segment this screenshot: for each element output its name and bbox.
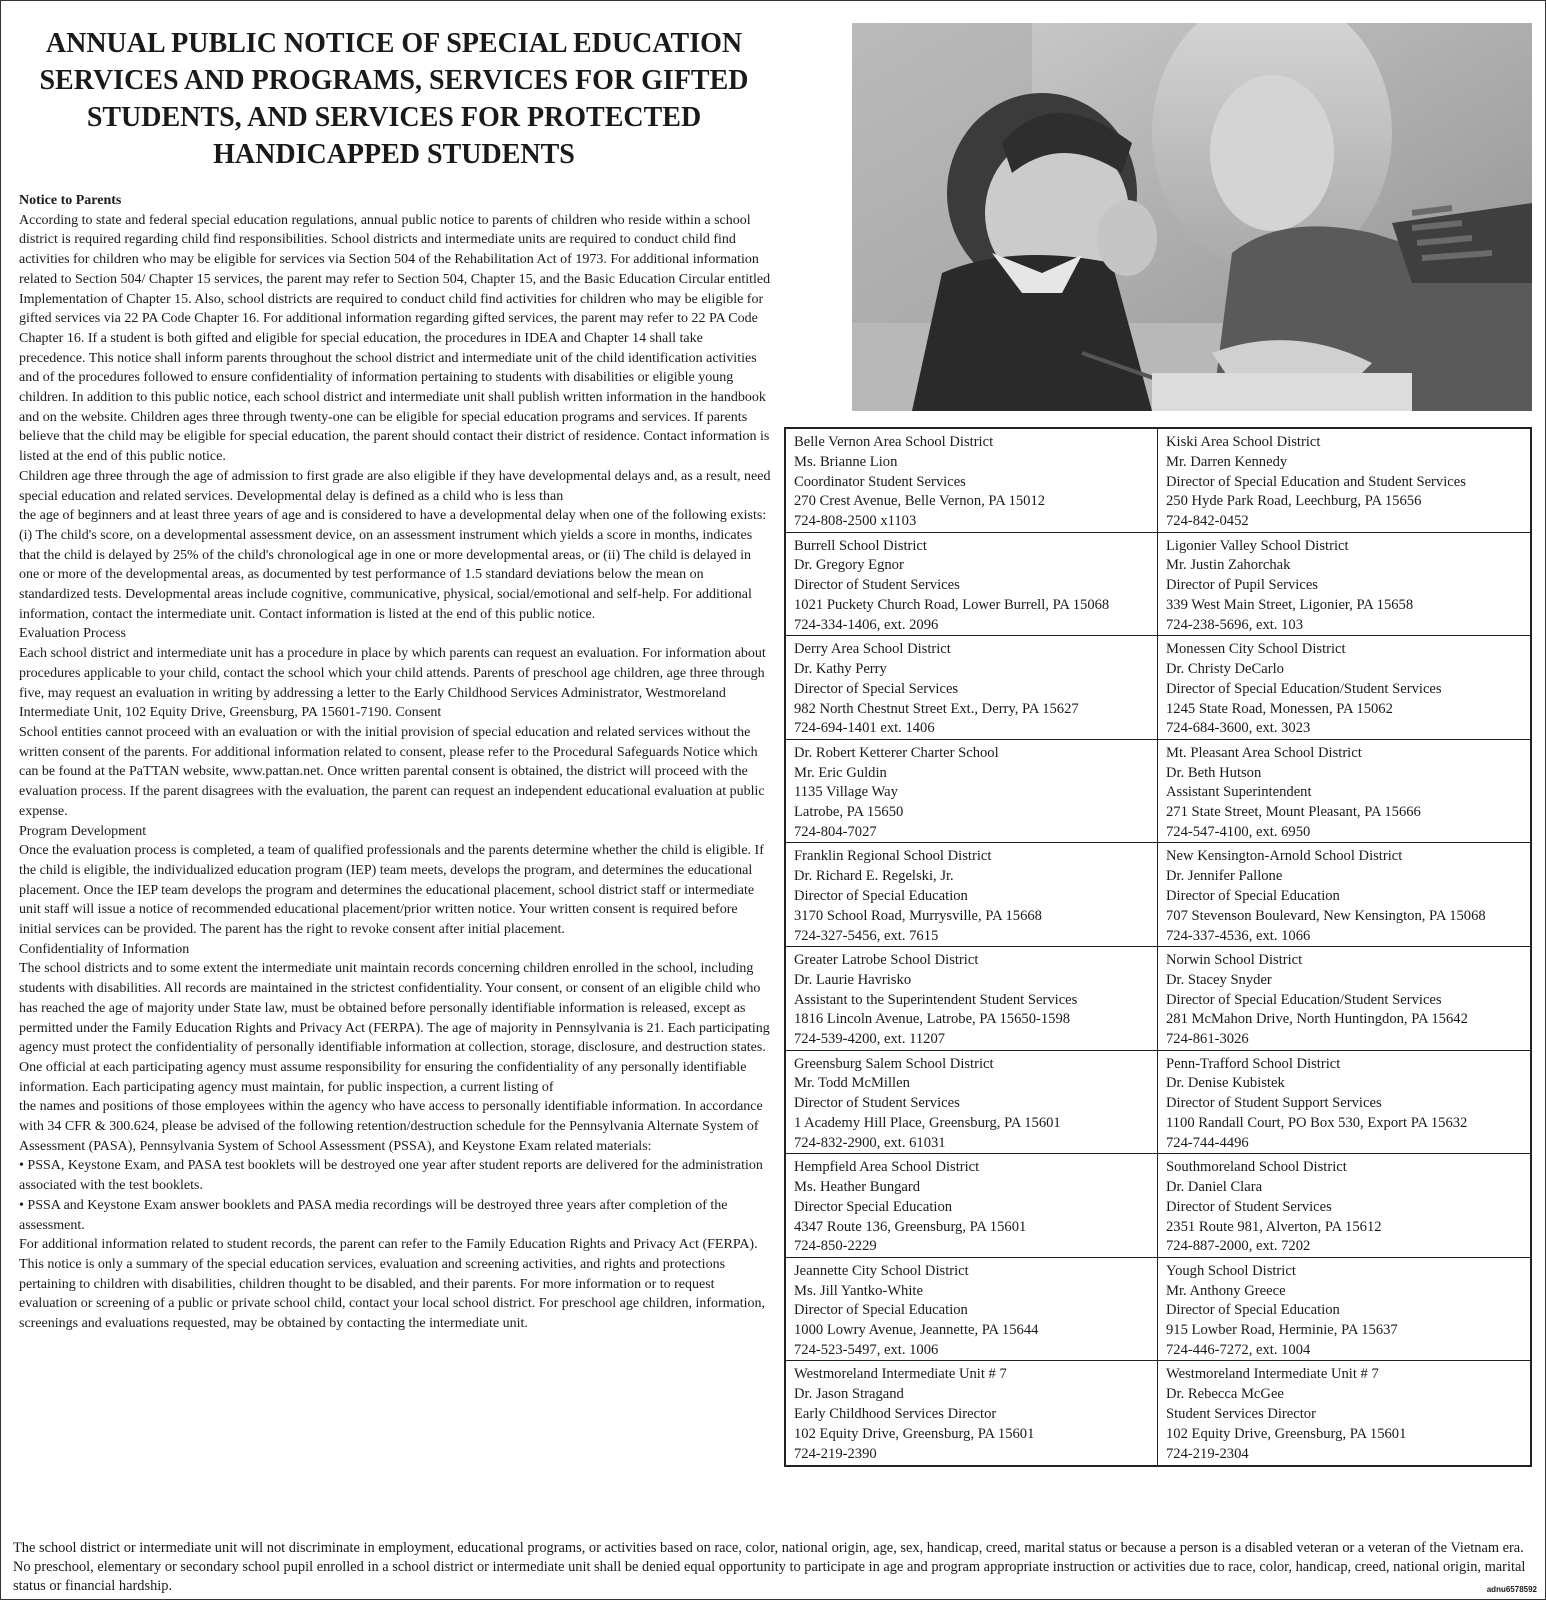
contact-org: Monessen City School District: [1166, 641, 1346, 658]
contact-address: 3170 School Road, Murrysville, PA 15668: [794, 907, 1042, 924]
contact-cell: [786, 1154, 1158, 1258]
contact-cell: [1158, 1051, 1530, 1155]
contact-phone: 724-808-2500 x1103: [794, 513, 917, 530]
contact-phone: 724-337-4536, ext. 1066: [1166, 927, 1311, 944]
contact-org: Yough School District: [1166, 1262, 1296, 1279]
contact-role: Director Special Education: [794, 1198, 953, 1215]
paragraph: The school districts and to some extent the intermediate unit maintain records concerning children enrolled in the school, including students with disabilities. All records are maintained in the strictest confidentiality. Your consent, or consent of an eligible child who has reached the age of majority under State law, must be obtained before personally identifiable information is released, except as permitted under the Family Education Rights and Privacy Act (FERPA). The age of majority in Pennsylvania is 21. Each participating agency must protect the confidentiality of personally identifiable information at collection, storage, disclosure, and destruction states. One official at each participating agency must assume responsibility for ensuring the confidentiality of any personally identifiable information. Each participating agency must maintain, for public inspection, a current listing of: [19, 961, 770, 1095]
contact-name: Dr. Stacey Snyder: [1166, 971, 1272, 988]
contact-org: New Kensington-Arnold School District: [1166, 848, 1403, 865]
contact-address: 2351 Route 981, Alverton, PA 15612: [1166, 1218, 1382, 1235]
section-heading: Evaluation Process: [19, 626, 126, 642]
contact-address: 4347 Route 136, Greensburg, PA 15601: [794, 1218, 1027, 1235]
contact-name: Mr. Darren Kennedy: [1166, 453, 1288, 470]
contact-role: Assistant to the Superintendent Student Services: [794, 991, 1078, 1008]
contact-name: Dr. Rebecca McGee: [1166, 1386, 1284, 1403]
contact-name: Mr. Todd McMillen: [794, 1075, 910, 1092]
contact-cell: [1158, 947, 1530, 1051]
contact-cell: [1158, 1361, 1530, 1465]
contact-role: Director of Pupil Services: [1166, 577, 1318, 594]
contact-address: 339 West Main Street, Ligonier, PA 15658: [1166, 596, 1414, 613]
contact-role: Director of Special Education/Student Services: [1166, 680, 1442, 697]
notice-title: ANNUAL PUBLIC NOTICE OF SPECIAL EDUCATION SERVICES AND PROGRAMS, SERVICES FOR GIFTED STUDENTS, AND SERVICES FOR PROTECTED HANDICAPPED STUDENTS: [39, 28, 749, 170]
paragraph: Each school district and intermediate unit has a procedure in place by which parents can request an evaluation. For information about procedures applicable to your child, contact the school which your child attends. Parents of preschool age children, age three through five, may request an evaluation in writing by addressing a letter to the Early Childhood Services Administrator, Westmoreland Intermediate Unit, 102 Equity Drive, Greensburg, PA 15601-7190. Consent: [19, 646, 766, 721]
contact-phone: 724-219-2390: [794, 1445, 877, 1462]
contact-org: Kiski Area School District: [1166, 434, 1321, 450]
contact-org: Greensburg Salem School District: [794, 1055, 994, 1072]
contact-org: Westmoreland Intermediate Unit # 7: [1166, 1366, 1379, 1383]
contact-address: 102 Equity Drive, Greensburg, PA 15601: [1166, 1425, 1407, 1442]
contact-address: Latrobe, PA 15650: [794, 804, 904, 821]
contact-address: 271 State Street, Mount Pleasant, PA 15666: [1166, 804, 1421, 821]
contact-phone: 724-547-4100, ext. 6950: [1166, 823, 1311, 840]
paragraph: the age of beginners and at least three years of age and is considered to have a developmental delay when one of the following exists: (i) The child's score, on a developmental assessment device, on an assessment instrument which yields a score in months, indicates that the child is delayed by 25% of the child's chronological age in one or more developmental areas, or (ii) The child is delayed in one or more of the developmental areas, as documented by test performance of 1.5 standard deviations below the mean on standardized tests. Developmental areas include cognitive, communicative, physical, social/emotional and self-help. For additional information, contact the intermediate unit. Contact information is listed at the end of this public notice.: [19, 508, 767, 622]
bullet-item: • PSSA, Keystone Exam, and PASA test booklets will be destroyed one year after student reports are delivered for the administration associated with the test booklets.: [19, 1158, 763, 1194]
contact-role: Student Services Director: [1166, 1405, 1316, 1422]
contact-cell: [1158, 740, 1530, 844]
contact-cell: [1158, 636, 1530, 740]
contact-name: Dr. Beth Hutson: [1166, 764, 1262, 781]
contact-name: Ms. Jill Yantko-White: [794, 1282, 923, 1299]
contact-phone: 724-334-1406, ext. 2096: [794, 616, 939, 633]
contact-phone: 724-804-7027: [794, 823, 877, 840]
bullet-item: • PSSA and Keystone Exam answer booklets and PASA media recordings will be destroyed three years after completion of the assessment.: [19, 1197, 728, 1233]
contact-org: Derry Area School District: [794, 641, 951, 658]
contact-org: Greater Latrobe School District: [794, 951, 979, 968]
contact-role: Assistant Superintendent: [1166, 784, 1312, 801]
contact-phone: 724-539-4200, ext. 11207: [794, 1031, 946, 1048]
contact-name: Mr. Justin Zahorchak: [1166, 557, 1291, 574]
contact-role: Director of Student Services: [794, 577, 960, 594]
contact-role: Director of Student Services: [1166, 1198, 1332, 1215]
contact-cell: [786, 1258, 1158, 1362]
contact-phone: 724-842-0452: [1166, 513, 1249, 530]
contact-role: Director of Special Education: [1166, 887, 1340, 904]
contact-phone: 724-523-5497, ext. 1006: [794, 1341, 939, 1358]
contact-phone: 724-861-3026: [1166, 1031, 1249, 1048]
contact-phone: 724-684-3600, ext. 3023: [1166, 720, 1311, 737]
contact-address: 1021 Puckety Church Road, Lower Burrell, PA 15068: [794, 596, 1110, 613]
contact-org: Ligonier Valley School District: [1166, 537, 1349, 554]
contact-cell: [786, 740, 1158, 844]
contact-address: 915 Lowber Road, Herminie, PA 15637: [1166, 1322, 1398, 1339]
contact-phone: 724-744-4496: [1166, 1134, 1249, 1151]
contact-name: Dr. Gregory Egnor: [794, 557, 904, 574]
contact-role: Director of Special Education: [1166, 1302, 1340, 1319]
contact-address: 707 Stevenson Boulevard, New Kensington, PA 15068: [1166, 907, 1486, 924]
contact-org: Dr. Robert Ketterer Charter School: [794, 744, 999, 761]
contact-address: 270 Crest Avenue, Belle Vernon, PA 15012: [794, 493, 1046, 510]
contact-cell: [786, 843, 1158, 947]
contact-phone: 724-219-2304: [1166, 1445, 1249, 1462]
contact-org: Hempfield Area School District: [794, 1159, 980, 1176]
contact-phone: 724-694-1401 ext. 1406: [794, 720, 935, 737]
contact-phone: 724-238-5696, ext. 103: [1166, 616, 1304, 633]
contact-address: 1100 Randall Court, PO Box 530, Export PA 15632: [1166, 1114, 1468, 1131]
contact-address: 250 Hyde Park Road, Leechburg, PA 15656: [1166, 493, 1422, 510]
contact-role: Director of Special Education: [794, 1302, 968, 1319]
contact-org: Southmoreland School District: [1166, 1159, 1347, 1176]
contact-role: Early Childhood Services Director: [794, 1405, 997, 1422]
contact-name: Dr. Jennifer Pallone: [1166, 868, 1283, 885]
contact-name: Dr. Jason Stragand: [794, 1386, 904, 1403]
contact-phone: 724-850-2229: [794, 1238, 877, 1255]
contact-name: Dr. Richard E. Regelski, Jr.: [794, 868, 954, 885]
teacher-student-photo: [852, 23, 1532, 411]
notice-body: [19, 191, 771, 1334]
contact-role: Director of Special Education: [794, 887, 968, 904]
contact-org: Penn-Trafford School District: [1166, 1055, 1341, 1072]
contact-name: Dr. Laurie Havrisko: [794, 971, 912, 988]
contact-cell: [786, 636, 1158, 740]
nondiscrimination-footer: The school district or intermediate unit will not discriminate in employment, educational programs, or activities based on race, color, national origin, age, sex, handicap, creed, marital status or because a person is a disabled veteran or a veteran of the Vietnam era. No preschool, elementary or secondary school pupil enrolled in a school district or intermediate unit shall be denied equal opportunity to participate in age and program appropriate instruction or activities due to race, color, handicap, creed, national origin, marital status or financial hardship.: [13, 1540, 1526, 1595]
contact-cell: [786, 1361, 1158, 1465]
contact-phone: 724-446-7272, ext. 1004: [1166, 1341, 1311, 1358]
contact-cell: [1158, 1258, 1530, 1362]
contact-cell: [786, 533, 1158, 637]
contact-role: Director of Student Services: [794, 1095, 960, 1112]
contact-name: Ms. Brianne Lion: [794, 453, 898, 470]
contact-name: Ms. Heather Bungard: [794, 1178, 921, 1195]
contact-phone: 724-832-2900, ext. 61031: [794, 1134, 946, 1151]
contact-phone: 724-327-5456, ext. 7615: [794, 927, 939, 944]
section-heading: Program Development: [19, 823, 147, 839]
contact-name: Dr. Christy DeCarlo: [1166, 660, 1284, 677]
district-contacts-table: [784, 427, 1532, 1467]
paragraph: Once the evaluation process is completed, a team of qualified professionals and the parents determine whether the child is eligible. If the child is eligible, the individualized education program (IEP) team meets, develops the program, and determines the educational placement. Once the IEP team develops the program and determines the educational placement, school district staff or intermediate unit staff will issue a notice of recommended educational placement/prior written notice. Your written consent is required before initial services can be provided. The parent has the right to revoke consent after initial placement.: [19, 843, 764, 938]
contact-name: Mr. Anthony Greece: [1166, 1282, 1286, 1299]
contact-address: 281 McMahon Drive, North Huntingdon, PA 15642: [1166, 1011, 1468, 1028]
paragraph: School entities cannot proceed with an evaluation or with the initial provision of special education and related services without the written consent of the parents. For additional information related to consent, please refer to the Procedural Safeguards Notice which can be found at the PaTTAN website, www.pattan.net. Once written parental consent is obtained, the district will proceed with the evaluation process. If the parent disagrees with the evaluation, the parent can request an independent educational evaluation at public expense.: [19, 724, 765, 819]
contact-address: 1000 Lowry Avenue, Jeannette, PA 15644: [794, 1322, 1039, 1339]
contact-name: Dr. Denise Kubistek: [1166, 1075, 1285, 1092]
contact-org: Belle Vernon Area School District: [794, 434, 994, 450]
contact-org: Norwin School District: [1166, 951, 1303, 968]
contact-org: Burrell School District: [794, 537, 927, 554]
contact-cell: [786, 429, 1158, 533]
contact-org: Westmoreland Intermediate Unit # 7: [794, 1366, 1007, 1383]
contact-cell: [786, 947, 1158, 1051]
paragraph: For additional information related to student records, the parent can refer to the Family Education Rights and Privacy Act (FERPA).: [19, 1237, 758, 1253]
contact-cell: [1158, 843, 1530, 947]
contact-role: Director of Special Education and Student Services: [1166, 473, 1466, 490]
contact-name: Mr. Eric Guldin: [794, 764, 887, 781]
contact-role: Director of Special Services: [794, 680, 959, 697]
ad-number: adnu6578592: [1486, 1585, 1537, 1594]
paragraph: This notice is only a summary of the special education services, evaluation and screening activities, and rights and protections pertaining to children with disabilities, children thought to be disabled, and their parents. For more information or to request evaluation or screening of a public or private school child, contact your local school district. For preschool age children, information, screenings and evaluations requested, may be obtained by contacting the intermediate unit.: [19, 1256, 766, 1332]
paragraph: Children age three through the age of admission to first grade are also eligible if they have developmental delays and, as a result, need special education and related services. Developmental delay is defined as a child who is less than: [19, 468, 771, 504]
contact-cell: [786, 1051, 1158, 1155]
contact-role: Coordinator Student Services: [794, 473, 966, 490]
paragraph: the names and positions of those employees within the agency who have access to personally identifiable information. In accordance with 34 CFR & 300.624, please be advised of the following retention/destruction schedule for the Pennsylvania Alternate System of Assessment (PASA), Pennsylvania System of School Assessment (PSSA), and Keystone Exam related materials:: [19, 1099, 763, 1154]
contact-address: 102 Equity Drive, Greensburg, PA 15601: [794, 1425, 1035, 1442]
photo-illustration: [852, 23, 1532, 411]
contact-cell: [1158, 1154, 1530, 1258]
paragraph: According to state and federal special education regulations, annual public notice to parents of children who reside within a school district is required regarding child find responsibilities. School districts and intermediate units are required to conduct child find activities for children who may be eligible for services via Section 504 of the Rehabilitation Act of 1973. For additional information related to Section 504/ Chapter 15 services, the parent may refer to Section 504, Chapter 15, and the Basic Education Circular entitled Implementation of Chapter 15. Also, school districts are required to conduct child find activities for children who may be eligible for gifted services via 22 PA Code Chapter 16. For additional information regarding gifted services, the parent may refer to 22 PA Code Chapter 16. If a student is both gifted and eligible for special education, the procedures in IDEA and Chapter 14 shall take precedence. This notice shall inform parents throughout the school district and intermediate unit of the child identification activities and of the procedures followed to ensure confidentiality of information pertaining to students with disabilities or eligible young children. In addition to this public notice, each school district and intermediate unit shall publish written information in the handbook and on the website. Children ages three through twenty-one can be eligible for special education programs and services. If parents believe that the child may be eligible for special education, the parent should contact their district of residence. Contact information is listed at the end of this public notice.: [19, 212, 771, 465]
contact-cell: [1158, 533, 1530, 637]
contact-address: 1816 Lincoln Avenue, Latrobe, PA 15650-1598: [794, 1011, 1071, 1028]
contact-org: Franklin Regional School District: [794, 848, 992, 865]
contact-name: Dr. Kathy Perry: [794, 660, 887, 677]
contact-name: Dr. Daniel Clara: [1166, 1178, 1263, 1195]
contact-role: Director of Special Education/Student Services: [1166, 991, 1442, 1008]
contact-address: 982 North Chestnut Street Ext., Derry, PA 15627: [794, 700, 1079, 717]
notice-heading: Notice to Parents: [19, 193, 122, 208]
contact-phone: 724-887-2000, ext. 7202: [1166, 1238, 1311, 1255]
contact-org: Mt. Pleasant Area School District: [1166, 744, 1362, 761]
contact-address: 1 Academy Hill Place, Greensburg, PA 15601: [794, 1114, 1061, 1131]
contact-org: Jeannette City School District: [794, 1262, 969, 1279]
contact-role: 1135 Village Way: [794, 784, 898, 801]
contact-role: Director of Student Support Services: [1166, 1095, 1382, 1112]
section-heading: Confidentiality of Information: [19, 941, 190, 957]
contact-cell: [1158, 429, 1530, 533]
contact-address: 1245 State Road, Monessen, PA 15062: [1166, 700, 1393, 717]
